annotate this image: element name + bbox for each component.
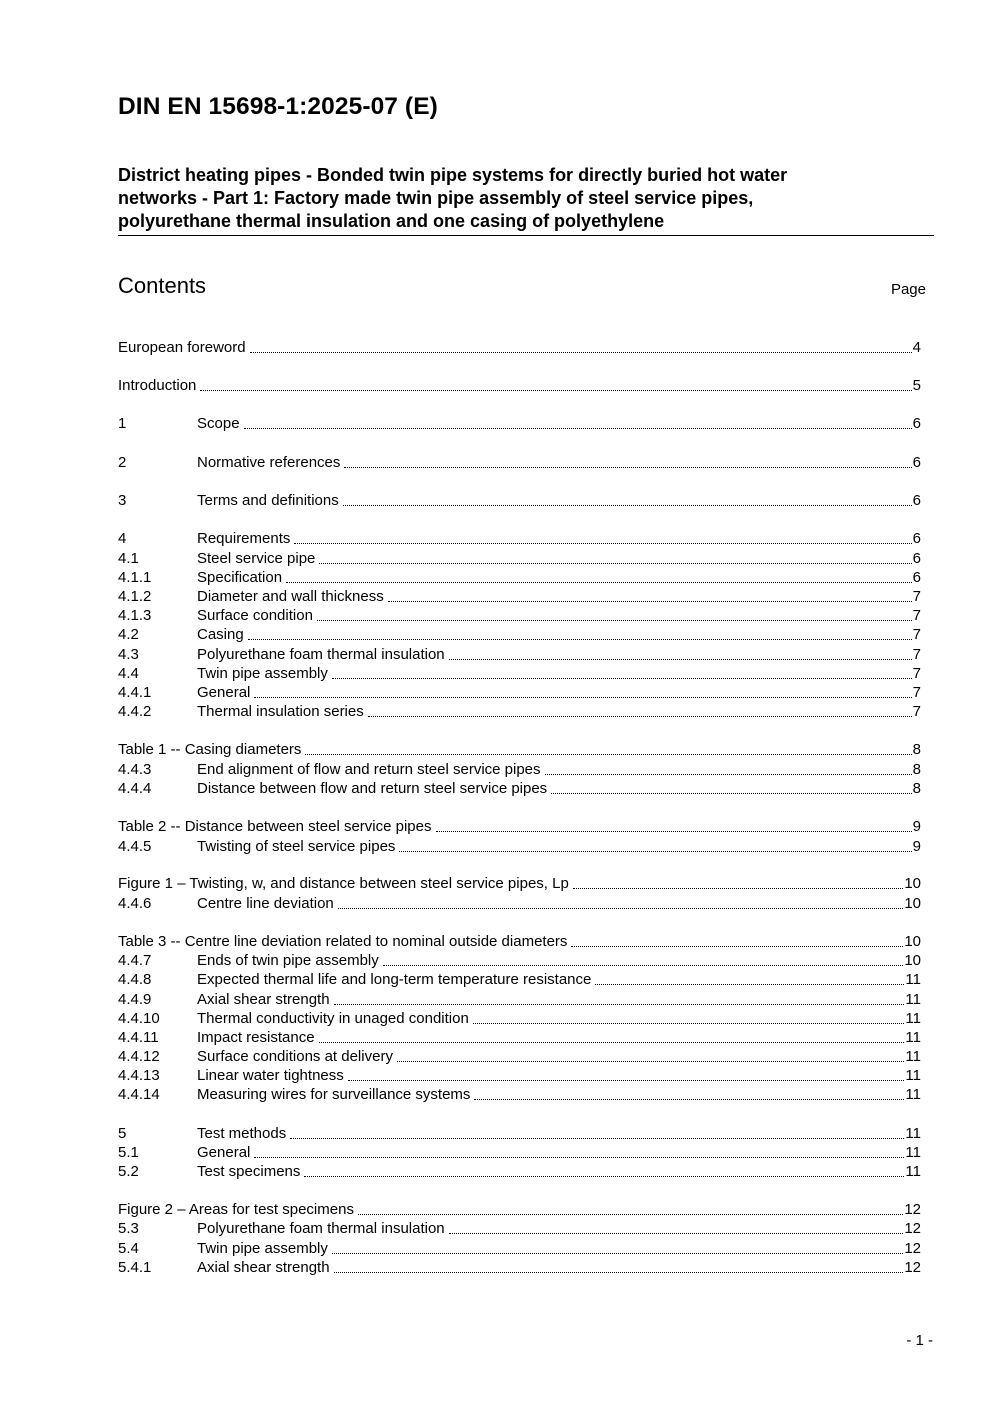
toc-entry-page: 5 [912,377,921,394]
toc-entry-label: Measuring wires for surveillance systems [197,1086,471,1103]
toc-dot-leader [388,601,912,602]
toc-entry[interactable] [118,1258,921,1278]
toc-dot-leader [383,965,904,966]
toc-entry-page: 7 [912,703,921,720]
toc-entry-label: Table 1 -- Casing diameters [118,741,302,758]
toc-entry-label: Twin pipe assembly [197,665,328,682]
toc-dot-leader [254,1157,904,1158]
toc-dot-leader [571,946,903,947]
toc-entry-number: 4.4.3 [118,761,152,778]
toc-entry[interactable] [118,760,921,780]
toc-dot-leader [319,1042,905,1043]
toc-entry-page: 10 [904,895,921,912]
toc-dot-leader [294,543,911,544]
toc-entry-page: 11 [905,1163,921,1180]
toc-dot-leader [545,774,912,775]
toc-entry[interactable] [118,414,921,434]
toc-entry-label: General [197,684,251,701]
toc-dot-leader [305,754,911,755]
toc-entry-page: 11 [905,1029,921,1046]
toc-entry-page: 11 [905,991,921,1008]
toc-dot-leader [304,1176,904,1177]
toc-entry[interactable] [118,529,921,549]
toc-entry-number: 4.1.1 [118,569,152,586]
toc-entry[interactable] [118,1066,921,1086]
toc-entry[interactable] [118,645,921,665]
toc-entry-page: 11 [905,1048,921,1065]
toc-entry[interactable] [118,683,921,703]
toc-entry-number: 4.4.11 [118,1029,159,1046]
toc-entry-page: 8 [912,761,921,778]
toc-entry-number: 5.1 [118,1144,139,1161]
toc-entry-number: 4.4.9 [118,991,152,1008]
toc-dot-leader [348,1080,905,1081]
toc-dot-leader [319,563,911,564]
toc-entry[interactable] [118,1028,921,1048]
toc-entry-number: 4.4.14 [118,1086,160,1103]
toc-dot-leader [338,908,904,909]
toc-entry[interactable] [118,491,921,511]
toc-entry-label: Diameter and wall thickness [197,588,384,605]
toc-entry[interactable] [118,740,921,760]
toc-entry-page: 11 [905,1067,921,1084]
toc-entry[interactable] [118,625,921,645]
toc-entry-page: 11 [905,1086,921,1103]
toc-entry-number: 3 [118,492,127,509]
toc-entry-number: 4.4.6 [118,895,152,912]
toc-entry-number: 5.2 [118,1163,139,1180]
toc-entry[interactable] [118,1085,921,1105]
toc-entry-label: Expected thermal life and long-term temperature resistance [197,971,592,988]
toc-entry[interactable] [118,990,921,1010]
toc-entry-label: European foreword [118,339,246,356]
toc-entry-page: 6 [912,550,921,567]
toc-entry-page: 7 [912,626,921,643]
toc-dot-leader [436,831,912,832]
toc-dot-leader [473,1023,905,1024]
toc-dot-leader [573,888,903,889]
toc-entry-page: 8 [912,741,921,758]
toc-entry-number: 2 [118,454,127,471]
contents-heading: Contents [118,273,207,298]
toc-dot-leader [449,659,912,660]
toc-entry-number: 5 [118,1125,127,1142]
toc-entry[interactable] [118,1200,921,1220]
page-column-label: Page [890,281,926,298]
toc-entry-label: Scope [197,415,240,432]
toc-entry[interactable] [118,664,921,684]
toc-entry-label: Axial shear strength [197,991,330,1008]
toc-entry[interactable] [118,951,921,971]
toc-entry-page: 12 [904,1201,921,1218]
toc-entry-number: 4.4.2 [118,703,152,720]
toc-entry-label: General [197,1144,251,1161]
toc-entry-label: Distance between flow and return steel service pipes [197,780,548,797]
toc-dot-leader [551,793,911,794]
toc-entry-number: 4.4 [118,665,139,682]
toc-entry-label: Thermal conductivity in unaged condition [197,1010,469,1027]
toc-dot-leader [248,639,912,640]
toc-entry[interactable] [118,338,921,358]
toc-entry-page: 9 [912,838,921,855]
toc-entry-page: 6 [912,569,921,586]
title-line: polyurethane thermal insulation and one casing of polyethylene [118,211,665,231]
toc-entry-page: 7 [912,588,921,605]
document-id: DIN EN 15698-1:2025-07 (E) [118,93,438,120]
table-of-contents [118,0,921,1403]
toc-dot-leader [343,505,912,506]
toc-dot-leader [358,1214,903,1215]
toc-entry-page: 10 [904,952,921,969]
toc-dot-leader [474,1099,904,1100]
toc-dot-leader [334,1004,905,1005]
toc-entry-page: 11 [905,971,921,988]
toc-entry-number: 4.4.5 [118,838,152,855]
toc-entry-page: 6 [912,492,921,509]
toc-entry-page: 11 [905,1010,921,1027]
toc-dot-leader [254,697,911,698]
toc-entry[interactable] [118,1009,921,1029]
toc-entry-page: 4 [912,339,921,356]
toc-entry-page: 11 [905,1144,921,1161]
toc-entry[interactable] [118,1143,921,1163]
toc-dot-leader [250,352,912,353]
toc-entry-number: 4.4.4 [118,780,152,797]
toc-entry-page: 12 [904,1259,921,1276]
toc-dot-leader [399,851,911,852]
toc-entry-label: Specification [197,569,283,586]
toc-entry-page: 9 [912,818,921,835]
toc-entry-label: Impact resistance [197,1029,315,1046]
toc-entry-label: Table 2 -- Distance between steel service pipes [118,818,432,835]
toc-entry-label: Casing [197,626,244,643]
toc-entry-label: Terms and definitions [197,492,339,509]
toc-entry-label: End alignment of flow and return steel service pipes [197,761,541,778]
toc-entry[interactable] [118,1047,921,1067]
toc-entry-number: 4.4.10 [118,1010,160,1027]
toc-entry[interactable] [118,779,921,799]
toc-entry-page: 10 [904,875,921,892]
toc-entry-label: Requirements [197,530,291,547]
toc-entry-number: 4.4.1 [118,684,152,701]
toc-dot-leader [595,984,904,985]
toc-dot-leader [317,620,912,621]
toc-entry-label: Steel service pipe [197,550,316,567]
toc-entry-number: 5.3 [118,1220,139,1237]
toc-entry-page: 6 [912,454,921,471]
toc-entry-page: 8 [912,780,921,797]
toc-entry[interactable] [118,894,921,914]
toc-entry-label: Centre line deviation [197,895,334,912]
toc-entry[interactable] [118,932,921,952]
toc-entry[interactable] [118,549,921,569]
toc-dot-leader [397,1061,904,1062]
toc-entry-label: Axial shear strength [197,1259,330,1276]
toc-entry-label: Thermal insulation series [197,703,364,720]
toc-dot-leader [332,1253,903,1254]
toc-entry[interactable] [118,606,921,626]
toc-entry-label: Figure 1 – Twisting, w, and distance between steel service pipes, Lp [118,875,569,892]
toc-entry[interactable] [118,702,921,722]
toc-dot-leader [344,467,911,468]
toc-entry-number: 4 [118,530,127,547]
toc-entry-label: Twisting of steel service pipes [197,838,396,855]
toc-dot-leader [332,678,912,679]
toc-entry[interactable] [118,453,921,473]
toc-dot-leader [290,1138,904,1139]
toc-entry-page: 7 [912,665,921,682]
toc-entry-number: 4.2 [118,626,139,643]
toc-entry-page: 10 [904,933,921,950]
toc-dot-leader [286,582,912,583]
toc-entry-label: Normative references [197,454,341,471]
toc-entry[interactable] [118,1239,921,1259]
toc-entry-page: 7 [912,684,921,701]
toc-entry-page: 7 [912,607,921,624]
toc-entry-label: Introduction [118,377,197,394]
toc-entry-label: Table 3 -- Centre line deviation related to nominal outside diameters [118,933,568,950]
toc-entry-number: 4.4.7 [118,952,152,969]
toc-entry-page: 7 [912,646,921,663]
toc-entry[interactable] [118,1219,921,1239]
toc-entry-label: Polyurethane foam thermal insulation [197,1220,445,1237]
toc-entry-label: Ends of twin pipe assembly [197,952,379,969]
toc-entry-label: Surface condition [197,607,313,624]
toc-entry-label: Linear water tightness [197,1067,344,1084]
toc-entry-label: Twin pipe assembly [197,1240,328,1257]
toc-entry-page: 12 [904,1240,921,1257]
toc-dot-leader [449,1233,904,1234]
toc-entry[interactable] [118,1124,921,1144]
toc-entry-label: Polyurethane foam thermal insulation [197,646,445,663]
page-number: - 1 - [906,1332,933,1349]
toc-entry[interactable] [118,587,921,607]
toc-entry-number: 4.4.12 [118,1048,160,1065]
toc-entry-number: 5.4.1 [118,1259,152,1276]
toc-entry-page: 12 [904,1220,921,1237]
toc-entry-label: Test methods [197,1125,287,1142]
toc-dot-leader [368,716,912,717]
toc-entry-number: 4.4.13 [118,1067,160,1084]
title-line: networks - Part 1: Factory made twin pipe assembly of steel service pipes, [118,188,754,208]
toc-dot-leader [244,428,912,429]
toc-entry[interactable] [118,568,921,588]
toc-entry[interactable] [118,817,921,837]
toc-entry-number: 5.4 [118,1240,139,1257]
toc-entry-page: 6 [912,530,921,547]
toc-entry-page: 11 [905,1125,921,1142]
toc-entry-label: Figure 2 – Areas for test specimens [118,1201,354,1218]
toc-entry[interactable] [118,376,921,396]
toc-entry-number: 1 [118,415,127,432]
toc-entry-number: 4.4.8 [118,971,152,988]
toc-entry-number: 4.3 [118,646,139,663]
toc-entry-page: 6 [912,415,921,432]
toc-dot-leader [200,390,911,391]
toc-entry-number: 4.1.2 [118,588,152,605]
toc-entry[interactable] [118,874,921,894]
title-line: District heating pipes - Bonded twin pipe systems for directly buried hot water [118,165,788,185]
toc-entry[interactable] [118,837,921,857]
toc-entry-number: 4.1.3 [118,607,152,624]
toc-entry-label: Surface conditions at delivery [197,1048,393,1065]
toc-entry-number: 4.1 [118,550,139,567]
toc-dot-leader [334,1272,904,1273]
toc-entry[interactable] [118,970,921,990]
toc-entry[interactable] [118,1162,921,1182]
toc-entry-label: Test specimens [197,1163,301,1180]
